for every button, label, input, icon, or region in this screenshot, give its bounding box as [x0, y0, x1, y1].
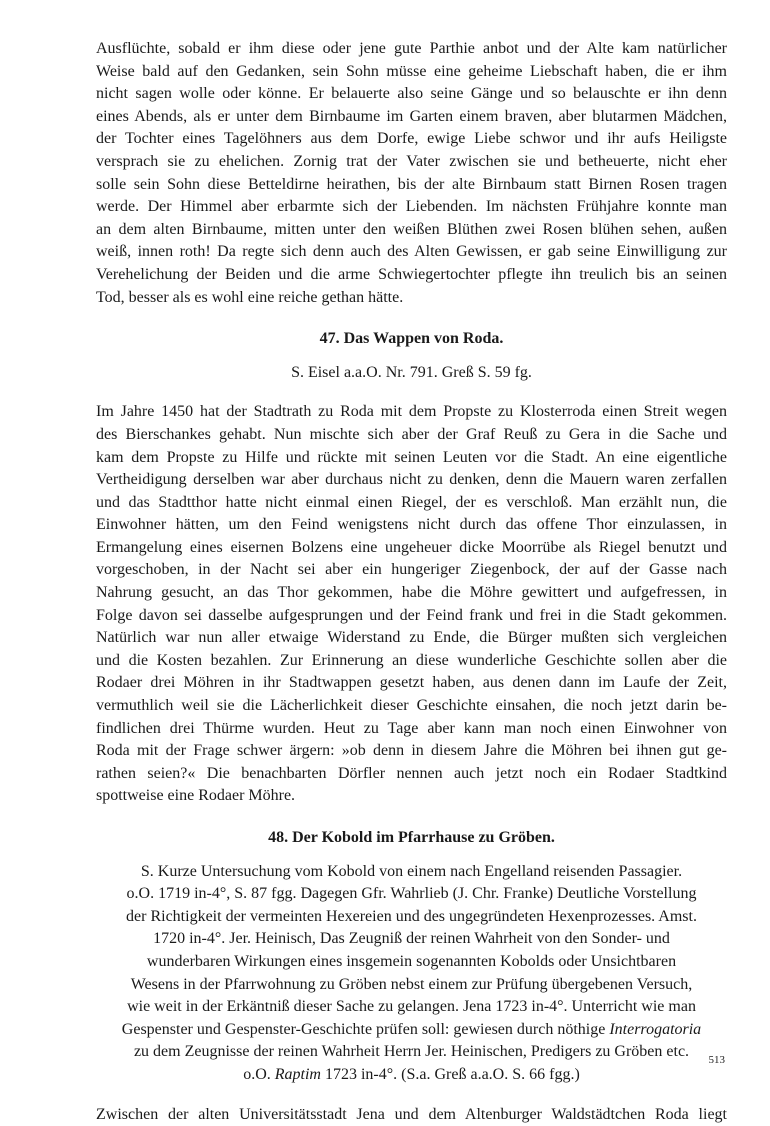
text-line: Ermangelung eines eisernen Bolzens eine ungeheuer dicke Moorrübe als Riegel benutzt und — [96, 538, 727, 556]
text-line: Im Jahre 1450 hat der Stadtrath zu Roda mit dem Propste zu Klosterroda einen Streit wegen — [96, 403, 727, 421]
text-line: nicht sagen wolle oder könne. Er belauerte also seine Gänge und so belauschte er ihn denn — [96, 85, 727, 103]
page-number: 513 — [708, 1054, 725, 1066]
source-line — [96, 1019, 727, 1042]
section-47-body — [96, 401, 727, 808]
source-text: 1723 in-4°. (S.a. Greß a.a.O. S. 66 fgg.) — [324, 1065, 580, 1083]
text-line: Einwohner hätten, um den Feind wenigstens nicht durch das offene Thor einzulassen, in — [96, 516, 727, 534]
text-line: versprach sie zu ehelichen. Zornig trat der Vater zwischen sie und betheuerte, nicht eher — [96, 152, 727, 170]
text-block — [96, 38, 727, 1126]
text-line: spottweise eine Rodaer Möhre. — [96, 787, 296, 805]
italic-term: Interrogatoria — [609, 1020, 702, 1038]
italic-term: Raptim — [274, 1065, 321, 1083]
section-48-title: 48. Der Kobold im Pfarrhause zu Gröben. — [268, 829, 555, 846]
section-48-source — [96, 861, 727, 1087]
section-48-body — [96, 1104, 727, 1126]
text-line: findlichen drei Thürme wurden. Heut zu Tage aber kann man noch einen Einwohner von — [96, 719, 727, 737]
source-line: wunderbaren Wirkungen eines insgemein sogenannten Kobolds oder Unsichtbaren — [146, 952, 677, 970]
source-line: zu dem Zeugnisse der reinen Wahrheit Herrn Jer. Heinischen, Predigers zu Gröben etc. — [133, 1043, 690, 1061]
source-line: der Richtigkeit der vermeinten Hexereien und des ungegründeten Hexenprozesses. Amst. — [126, 907, 697, 925]
source-line: o.O. 1719 in-4°, S. 87 fgg. Dagegen Gfr. Wahrlieb (J. Chr. Franke) Deutliche Vorstellung — [126, 885, 697, 903]
source-line: 1720 in-4°. Jer. Heinisch, Das Zeugniß der reinen Wahrheit von den Sonder- und — [153, 930, 670, 948]
text-line: rathen seien?« Die benachbarten Dörfler nennen auch jetzt noch ein Rodaer Stadtkind — [96, 764, 727, 782]
paragraph-continuation — [96, 38, 727, 309]
source-line: wie weit in der Erkäntniß dieser Sache zu gelangen. Jena 1723 in-4°. Unterricht wie man — [127, 998, 696, 1016]
text-line: Tod, besser als es wohl eine reiche gethan hätte. — [96, 288, 404, 306]
section-47-source: S. Eisel a.a.O. Nr. 791. Greß S. 59 fg. — [291, 363, 532, 381]
text-line: Verehelichung der Beiden und die arme Schwiegertochter pflegte ihn treulich bis an seinen — [96, 265, 727, 283]
text-line: Roda mit der Frage schwer ärgern: »ob denn in diesem Jahre die Möhren bei ihnen gut ge- — [96, 742, 727, 760]
text-line: und die Kosten bezahlen. Zur Erinnerung an diese wunderliche Geschichte sollen aber die — [96, 651, 727, 669]
text-line: weiß, innen roth! Da regte sich denn auch des Alten Gewissen, er gab seine Einwilligung zur — [96, 243, 727, 261]
source-text: o.O. — [243, 1065, 271, 1083]
text-line: kam dem Propste zu Hilfe und rückte mit seinen Leuten vor die Stadt. An eine eigentliche — [96, 448, 727, 466]
text-line: Folge davon sei dasselbe aufgesprungen und der Feind frank und frei in die Stadt gekommen. — [96, 606, 727, 624]
text-line: der Tochter eines Tagelöhners aus dem Dorfe, ewige Liebe schwor und ihr aufs Heiligste — [96, 130, 727, 148]
text-line: Rodaer drei Möhren in ihr Stadtwappen gesetzt haben, aus denen dann im Laufe der Zeit, — [96, 674, 727, 692]
text-line: Nahrung gesucht, an das Thor gekommen, habe die Möhre gewittert und aufgefressen, in — [96, 584, 727, 602]
source-line: S. Kurze Untersuchung vom Kobold von einem nach Engelland reisenden Passagier. — [140, 862, 683, 880]
text-line: Weise bald auf den Gedanken, sein Sohn müsse eine geheime Liebschaft haben, die er ihm — [96, 62, 727, 80]
source-line — [96, 1064, 727, 1087]
section-47-title: 47. Das Wappen von Roda. — [319, 330, 504, 348]
source-text: Gespenster und Gespenster-Geschichte prüfen soll: gewiesen durch nöthige — [121, 1020, 606, 1038]
text-line: solle sein Sohn diese Betteldirne heirathen, bis der alte Birnbaum statt Birnen Rosen tragen — [96, 175, 727, 193]
text-line: Zwischen der alten Universitätsstadt Jena und dem Altenburger Waldstädtchen Roda liegt — [96, 1105, 727, 1123]
text-line: und das Stadtthor hatte nicht einmal einen Riegel, der es verschloß. Man erzählt nun, die — [96, 493, 727, 511]
source-line: Wesens in der Pfarrwohnung zu Gröben nebst einem zur Prüfung übergebenen Versuch, — [130, 975, 693, 993]
text-line: Vertheidigung derselben war aber durchaus nicht zu denken, denn die Mauern waren zerfallen — [96, 471, 727, 489]
text-line: Ausflüchte, sobald er ihm diese oder jene gute Parthie anbot und der Alte kam natürlicher — [96, 40, 727, 57]
text-line: vorgeschoben, in der Nacht sei aber ein hungeriger Ziegenbock, der auf der Gasse nach — [96, 561, 727, 579]
text-line: an dem alten Birnbaume, mitten unter den weißen Blüthen zwei Rosen blühen sehen, außen — [96, 220, 727, 238]
text-line: werde. Der Himmel aber erbarmte sich der Liebenden. Im nächsten Frühjahre konnte man — [96, 198, 727, 216]
text-line: Natürlich war nun aller etwaige Widerstand zu Ende, die Bürger mußten sich vergleichen — [96, 629, 727, 647]
text-line: vermuthlich weil sie die Lächerlichkeit dieser Geschichte einsahen, die noch jetzt darin be- — [96, 697, 727, 715]
text-line: eines Abends, als er unter dem Birnbaume im Garten einem braven, aber blutarmen Mädchen, — [96, 107, 727, 125]
text-line: des Bierschankes gehabt. Nun mischte sich aber der Graf Reuß zu Gera in die Sache und — [96, 425, 727, 443]
